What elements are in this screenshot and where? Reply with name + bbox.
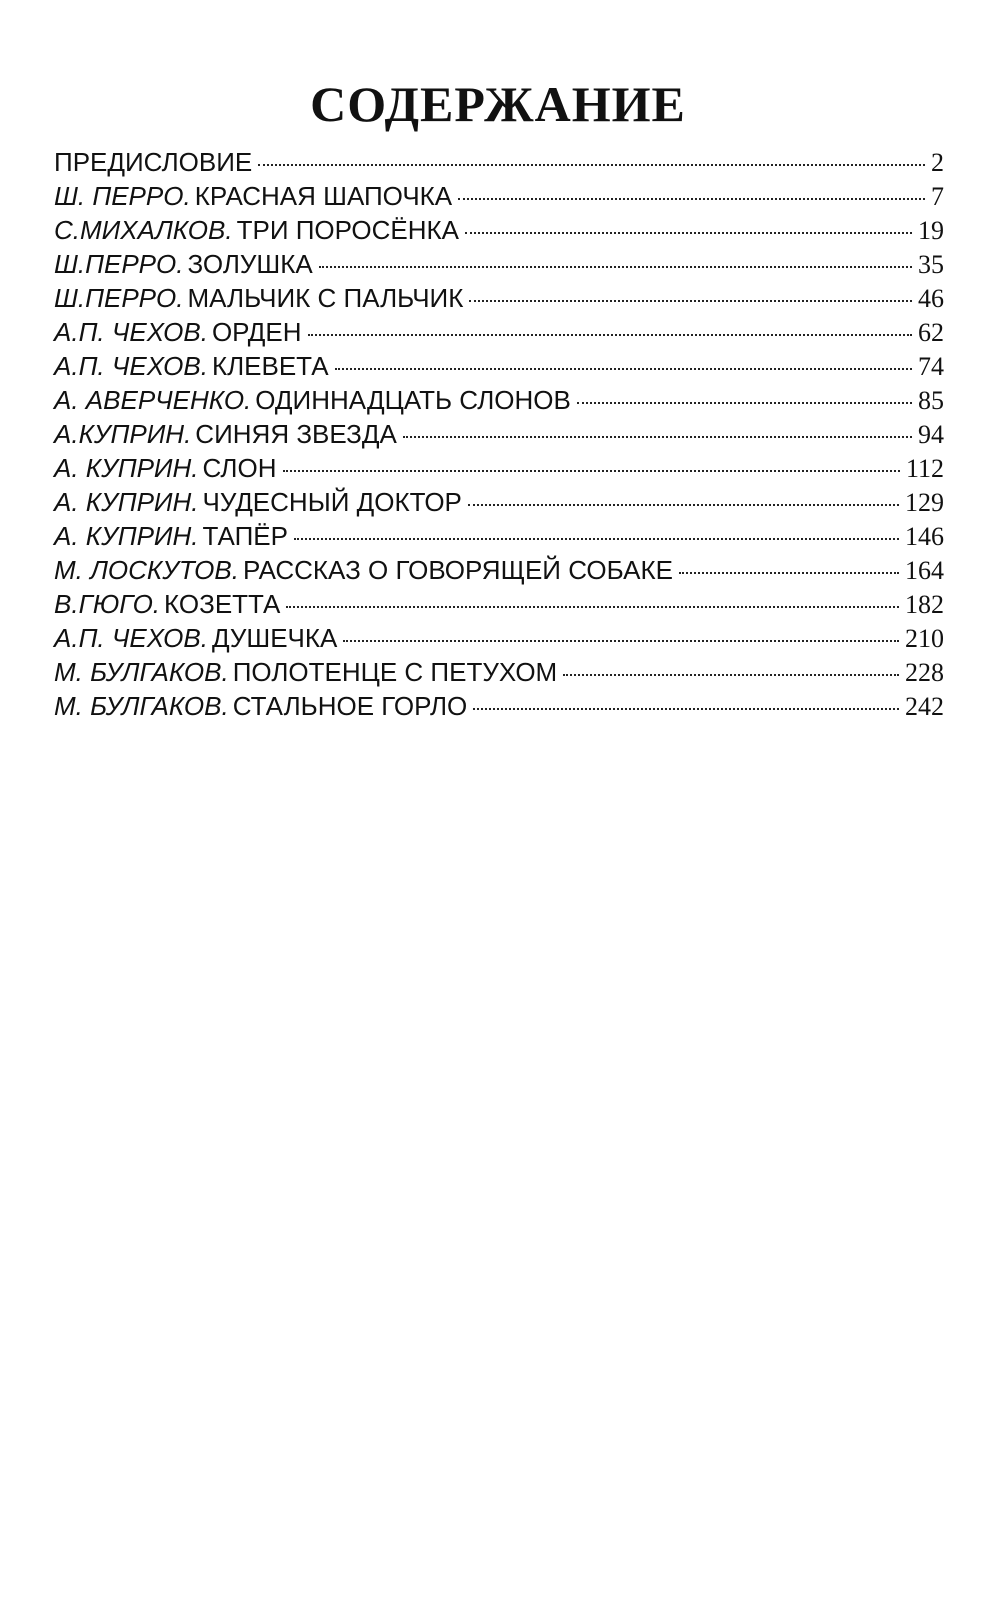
toc-work-title: КЛЕВЕТА xyxy=(211,351,329,381)
dot-leader xyxy=(403,436,912,438)
toc-entry-text xyxy=(54,383,571,417)
toc-entry xyxy=(54,553,944,587)
toc-work-title: КРАСНАЯ ШАПОЧКА xyxy=(194,181,453,211)
dot-leader xyxy=(343,640,899,642)
dot-leader xyxy=(469,300,912,302)
toc-entry-text xyxy=(54,417,397,451)
toc-entry xyxy=(54,281,944,315)
toc-page-number: 242 xyxy=(905,692,944,721)
dot-leader xyxy=(319,266,912,268)
toc-author: М. БУЛГАКОВ. xyxy=(54,657,229,687)
toc-entry xyxy=(54,383,944,417)
toc-page-number: 2 xyxy=(931,148,944,177)
toc-author: А.П. ЧЕХОВ. xyxy=(54,351,208,381)
toc-page-number: 112 xyxy=(905,454,944,483)
toc-entry xyxy=(54,621,944,655)
dot-leader xyxy=(335,368,912,370)
toc-entry xyxy=(54,485,944,519)
toc-entry-text xyxy=(54,349,329,383)
toc-page-number: 129 xyxy=(905,488,944,517)
toc-work-title: СТАЛЬНОЕ ГОРЛО xyxy=(232,691,468,721)
toc-author: В.ГЮГО. xyxy=(54,589,161,619)
dot-leader xyxy=(465,232,912,234)
dot-leader xyxy=(468,504,899,506)
toc-entry xyxy=(54,247,944,281)
toc-author: А.П. ЧЕХОВ. xyxy=(54,623,208,653)
toc-entry-text xyxy=(54,689,467,723)
toc-entry-text xyxy=(54,587,280,621)
dot-leader xyxy=(294,538,899,540)
toc-work-title: РАССКАЗ О ГОВОРЯЩЕЙ СОБАКЕ xyxy=(242,555,673,585)
toc-work-title: ТРИ ПОРОСЁНКА xyxy=(236,215,460,245)
table-of-contents xyxy=(54,145,944,723)
toc-entry-text xyxy=(54,179,452,213)
toc-entry-text xyxy=(54,145,252,179)
toc-work-title: СЛОН xyxy=(202,453,277,483)
toc-page-number: 164 xyxy=(905,556,944,585)
toc-work-title: ПОЛОТЕНЦЕ С ПЕТУХОМ xyxy=(232,657,558,687)
toc-entry-text xyxy=(54,655,557,689)
toc-entry-text xyxy=(54,247,313,281)
toc-work-title: ОРДЕН xyxy=(211,317,302,347)
toc-author: А. КУПРИН. xyxy=(54,521,199,551)
toc-page-number: 94 xyxy=(918,420,944,449)
toc-page-number: 228 xyxy=(905,658,944,687)
toc-author: А.КУПРИН. xyxy=(54,419,192,449)
toc-entry-text xyxy=(54,485,462,519)
toc-entry xyxy=(54,689,944,723)
toc-page-number: 182 xyxy=(905,590,944,619)
page-title: СОДЕРЖАНИЕ xyxy=(310,75,686,132)
toc-entry xyxy=(54,587,944,621)
toc-entry xyxy=(54,315,944,349)
toc-page-number: 74 xyxy=(918,352,944,381)
toc-work-title: ЧУДЕСНЫЙ ДОКТОР xyxy=(202,487,462,517)
toc-entry xyxy=(54,451,944,485)
toc-author: М. БУЛГАКОВ. xyxy=(54,691,229,721)
dot-leader xyxy=(679,572,899,574)
toc-page-number: 19 xyxy=(918,216,944,245)
toc-entry-text xyxy=(54,621,337,655)
toc-work-title: ТАПЁР xyxy=(202,521,288,551)
toc-work-title: ЗОЛУШКА xyxy=(187,249,313,279)
toc-entry xyxy=(54,213,944,247)
dot-leader xyxy=(258,164,925,166)
toc-entry-text xyxy=(54,519,288,553)
dot-leader xyxy=(308,334,912,336)
toc-author: А.П. ЧЕХОВ. xyxy=(54,317,208,347)
toc-entry-text xyxy=(54,553,673,587)
toc-page-number: 46 xyxy=(918,284,944,313)
toc-author: Ш.ПЕРРО. xyxy=(54,283,184,313)
toc-work-title: КОЗЕТТА xyxy=(164,589,281,619)
toc-page-number: 62 xyxy=(918,318,944,347)
toc-work-title: ОДИННАДЦАТЬ СЛОНОВ xyxy=(255,385,571,415)
toc-page-number: 85 xyxy=(918,386,944,415)
toc-author: Ш. ПЕРРО. xyxy=(54,181,191,211)
toc-entry xyxy=(54,349,944,383)
toc-author: С.МИХАЛКОВ. xyxy=(54,215,233,245)
toc-page-number: 7 xyxy=(931,182,944,211)
toc-page-number: 210 xyxy=(905,624,944,653)
toc-work-title: ДУШЕЧКА xyxy=(211,623,338,653)
toc-work-title: СИНЯЯ ЗВЕЗДА xyxy=(195,419,397,449)
toc-author: А. КУПРИН. xyxy=(54,487,199,517)
dot-leader xyxy=(283,470,900,472)
toc-entry xyxy=(54,145,944,179)
dot-leader xyxy=(458,198,925,200)
toc-entry-text xyxy=(54,315,302,349)
toc-entry-text xyxy=(54,213,459,247)
toc-author: Ш.ПЕРРО. xyxy=(54,249,184,279)
toc-entry xyxy=(54,417,944,451)
toc-entry-text xyxy=(54,281,463,315)
toc-author: М. ЛОСКУТОВ. xyxy=(54,555,239,585)
toc-author: А. КУПРИН. xyxy=(54,453,199,483)
toc-page-number: 146 xyxy=(905,522,944,551)
toc-work-title: МАЛЬЧИК С ПАЛЬЧИК xyxy=(187,283,464,313)
toc-page-number: 35 xyxy=(918,250,944,279)
toc-author: А. АВЕРЧЕНКО. xyxy=(54,385,252,415)
toc-entry-text xyxy=(54,451,277,485)
toc-entry xyxy=(54,519,944,553)
dot-leader xyxy=(473,708,899,710)
dot-leader xyxy=(577,402,912,404)
dot-leader xyxy=(286,606,899,608)
dot-leader xyxy=(563,674,899,676)
toc-entry xyxy=(54,179,944,213)
toc-work-title: ПРЕДИСЛОВИЕ xyxy=(54,147,253,177)
toc-entry xyxy=(54,655,944,689)
